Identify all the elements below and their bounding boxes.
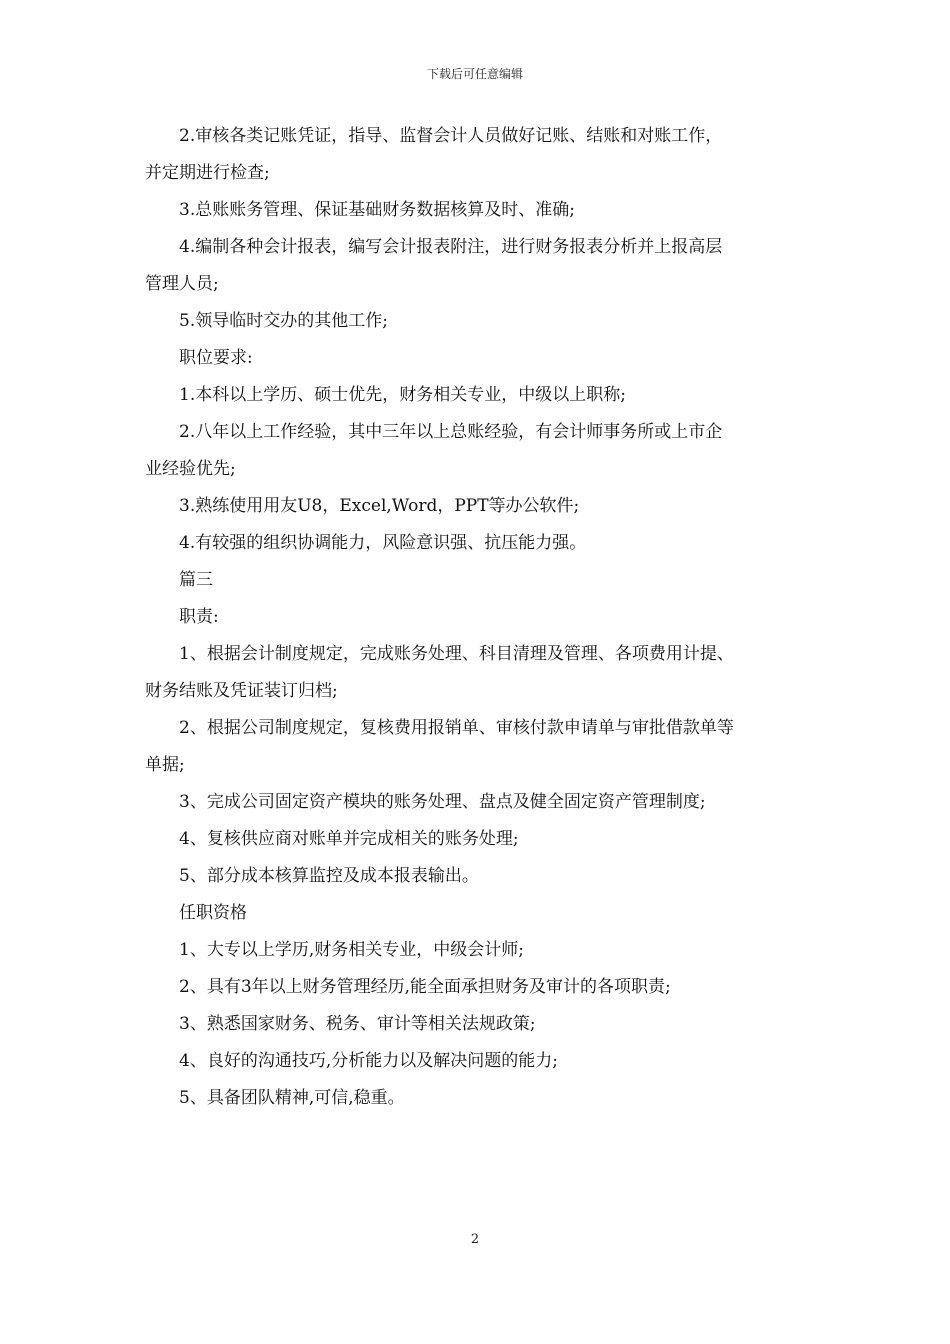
document-body — [145, 118, 815, 1117]
paragraph-line: 1、大专以上学历,财务相关专业，中级会计师; — [179, 940, 524, 960]
paragraph-line: 职位要求: — [179, 348, 253, 368]
paragraph-line: 2.八年以上工作经验，其中三年以上总账经验，有会计师事务所或上市企 — [179, 422, 723, 442]
paragraph-line: 2、根据公司制度规定，复核费用报销单、审核付款申请单与审批借款单等 — [179, 718, 734, 738]
paragraph-line: 4、良好的沟通技巧,分析能力以及解决问题的能力; — [179, 1051, 558, 1071]
paragraph-line: 3、完成公司固定资产模块的账务处理、盘点及健全固定资产管理制度; — [179, 792, 706, 812]
paragraph-continuation-line: 并定期进行检查; — [145, 163, 270, 183]
paragraph-line: 3.熟练使用用友U8，Excel,Word，PPT等办公软件; — [179, 496, 580, 516]
paragraph-continuation-line: 业经验优先; — [145, 459, 236, 479]
paragraph-line: 4.有较强的组织协调能力，风险意识强、抗压能力强。 — [179, 533, 587, 553]
paragraph-line: 5.领导临时交办的其他工作; — [179, 311, 388, 331]
paragraph-line: 2.审核各类记账凭证，指导、监督会计人员做好记账、结账和对账工作， — [179, 126, 723, 146]
paragraph-line: 5、具备团队精神,可信,稳重。 — [179, 1088, 405, 1108]
paragraph-line: 职责: — [179, 607, 219, 627]
paragraph-line: 5、部分成本核算监控及成本报表输出。 — [179, 866, 479, 886]
paragraph-continuation-line: 单据; — [145, 755, 185, 775]
paragraph-line: 4、复核供应商对账单并完成相关的账务处理; — [179, 829, 519, 849]
paragraph-line: 4.编制各种会计报表，编写会计报表附注，进行财务报表分析并上报高层 — [179, 237, 723, 257]
paragraph-line: 3、熟悉国家财务、税务、审计等相关法规政策; — [179, 1014, 536, 1034]
paragraph-line: 1.本科以上学历、硕士优先，财务相关专业，中级以上职称; — [179, 385, 626, 405]
page-number: 2 — [470, 1232, 480, 1247]
paragraph-continuation-line: 管理人员; — [145, 274, 219, 294]
paragraph-continuation-line: 财务结账及凭证装订归档; — [145, 681, 338, 701]
paragraph-line: 1、根据会计制度规定，完成账务处理、科目清理及管理、各项费用计提、 — [179, 644, 734, 664]
page-header-note: 下载后可任意编辑 — [426, 67, 523, 81]
paragraph-line: 3.总账账务管理、保证基础财务数据核算及时、准确; — [179, 200, 575, 220]
paragraph-line: 任职资格 — [179, 903, 247, 923]
paragraph-line: 2、具有3年以上财务管理经历,能全面承担财务及审计的各项职责; — [179, 977, 671, 997]
paragraph-line: 篇三 — [179, 570, 213, 590]
